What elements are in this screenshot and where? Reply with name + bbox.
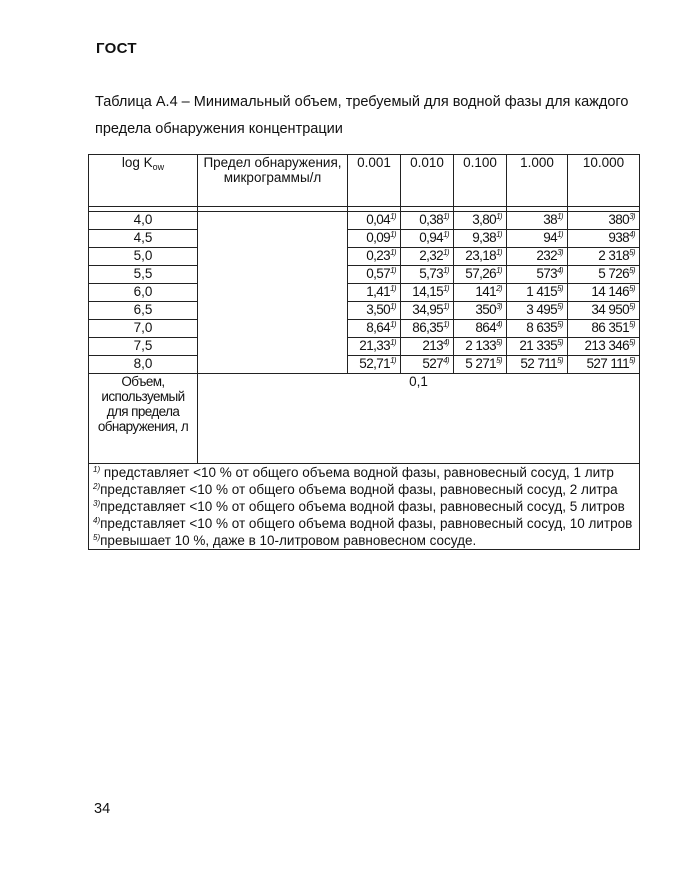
volume-cell [454,266,507,284]
cell-value: 232 [536,248,558,263]
logk-label: log K [121,155,153,170]
cell-value: 527 [422,356,444,371]
cell-value: 573 [536,266,558,281]
footnote-mark: 1) [443,266,449,275]
cell-value: 57,26 [465,266,497,281]
footnote-mark: 5) [629,320,635,329]
volume-cell [507,284,568,302]
cell-value: 938 [608,230,630,245]
footnote-mark: 5) [629,356,635,365]
logk-value: 6,5 [89,302,198,320]
footnote-text: представляет <10 % от общего объема водной фазы, равновесный сосуд, 2 литра [100,482,618,497]
conc-header-1: 0.001 [348,155,401,207]
cell-value: 0,23 [366,248,391,263]
volume-cell [454,320,507,338]
footnote-number: 1) [93,465,101,474]
volume-cell [454,338,507,356]
logk-column-header [89,155,198,207]
footnote-number: 3) [93,499,101,508]
cell-value: 86 351 [591,320,630,335]
volume-cell [568,230,640,248]
cell-value: 2 318 [598,248,630,263]
footnote-mark: 1) [443,248,449,257]
volume-cell [401,266,454,284]
footnote-mark: 3) [557,248,563,257]
cell-value: 94 [543,230,558,245]
footnote-mark: 1) [390,230,396,239]
table-row [89,338,640,356]
volume-cell [348,302,401,320]
footnote-mark: 1) [496,230,502,239]
cell-value: 14,15 [412,284,444,299]
volume-cell [401,338,454,356]
detection-limit-column-header: Предел обнаружения, микрограммы/л [198,155,348,207]
footnote-mark: 4) [443,356,449,365]
detection-limit-cell [198,212,348,374]
cell-value: 3 495 [526,302,558,317]
logk-value: 8,0 [89,356,198,374]
footnote-mark: 1) [390,302,396,311]
volume-cell [507,248,568,266]
footnote [93,481,635,498]
cell-value: 34,95 [412,302,444,317]
footnote-mark: 3) [629,212,635,221]
logk-value: 5,0 [89,248,198,266]
volume-cell [507,356,568,374]
volume-cell [568,302,640,320]
footnote-mark: 1) [390,284,396,293]
footnote-mark: 3) [496,302,502,311]
table-row [89,230,640,248]
volume-cell [348,338,401,356]
cell-value: 5 726 [598,266,630,281]
footnote-mark: 1) [443,320,449,329]
cell-value: 2,32 [419,248,444,263]
table-row [89,356,640,374]
logk-value: 7,5 [89,338,198,356]
cell-value: 1 415 [526,284,558,299]
footnote-mark: 4) [629,230,635,239]
footnote-mark: 5) [557,338,563,347]
footnote-mark: 4) [443,338,449,347]
logk-subscript: ow [152,162,165,172]
cell-value: 2 133 [465,338,497,353]
table-row [89,248,640,266]
volume-label: Объем, используемый для предела обнаружения, л [89,374,198,464]
footnote-mark: 5) [629,266,635,275]
volume-cell [454,230,507,248]
footnote-mark: 5) [557,284,563,293]
footnote-mark: 5) [557,356,563,365]
cell-value: 9,38 [472,230,497,245]
footnote-mark: 5) [629,338,635,347]
footnote-text: представляет <10 % от общего объема водной фазы, равновесный сосуд, 1 литр [100,465,614,480]
cell-value: 3,50 [366,302,391,317]
cell-value: 0,57 [366,266,391,281]
volume-cell [401,230,454,248]
cell-value: 213 [422,338,444,353]
volume-cell [507,338,568,356]
volume-cell [507,302,568,320]
footnote-mark: 1) [496,266,502,275]
footnote-mark: 5) [557,320,563,329]
cell-value: 23,18 [465,248,497,263]
volume-cell [454,284,507,302]
footnote-number: 5) [93,533,101,542]
cell-value: 14 146 [591,284,630,299]
table-row [89,212,640,230]
volume-cell [401,284,454,302]
cell-value: 52 711 [520,356,558,371]
footnote-text: представляет <10 % от общего объема водной фазы, равновесный сосуд, 10 литров [100,516,633,531]
volume-cell [568,266,640,284]
volume-cell [454,212,507,230]
cell-value: 350 [475,302,497,317]
footnotes-row [89,464,640,550]
cell-value: 86,35 [412,320,444,335]
volume-cell [348,284,401,302]
footnote-mark: 5) [496,356,502,365]
cell-value: 0,94 [419,230,444,245]
cell-value: 21 335 [519,338,558,353]
volume-cell [348,266,401,284]
cell-value: 5,73 [419,266,444,281]
footnote-mark: 1) [390,356,396,365]
footnote-mark: 2) [496,284,502,293]
volume-cell [507,320,568,338]
logk-value: 4,0 [89,212,198,230]
volume-cell [568,284,640,302]
volume-cell [568,248,640,266]
cell-value: 0,09 [366,230,391,245]
logk-value: 6,0 [89,284,198,302]
footnote-mark: 1) [390,212,396,221]
cell-value: 52,71 [359,356,391,371]
volume-cell [454,356,507,374]
footnote-mark: 5) [557,302,563,311]
footnote-mark: 1) [443,302,449,311]
volume-cell [454,302,507,320]
footnote-mark: 5) [629,284,635,293]
footnote-mark: 1) [443,230,449,239]
table-row [89,320,640,338]
cell-value: 0,38 [419,212,444,227]
footnote-text: представляет <10 % от общего объема водной фазы, равновесный сосуд, 5 литров [100,499,625,514]
conc-header-4: 1.000 [507,155,568,207]
footnote-mark: 5) [629,248,635,257]
volume-cell [568,338,640,356]
volume-cell [401,248,454,266]
cell-value: 864 [475,320,497,335]
volume-cell [348,356,401,374]
volume-row [89,374,640,464]
cell-value: 8,64 [366,320,391,335]
data-table [88,154,640,550]
footnote-mark: 1) [443,284,449,293]
volume-cell [507,212,568,230]
footnote-mark: 1) [557,212,563,221]
footnote-mark: 5) [496,338,502,347]
cell-value: 213 346 [584,338,630,353]
volume-cell [401,356,454,374]
cell-value: 527 111 [586,356,630,371]
volume-cell [568,356,640,374]
footnote-mark: 4) [496,320,502,329]
volume-cell [401,212,454,230]
table-row [89,284,640,302]
conc-header-5: 10.000 [568,155,640,207]
footnote-mark: 1) [496,212,502,221]
cell-value: 34 950 [591,302,630,317]
volume-cell [454,248,507,266]
volume-cell [507,266,568,284]
cell-value: 38 [543,212,558,227]
footnote [93,515,635,532]
cell-value: 380 [608,212,630,227]
header-row [89,155,640,207]
footnote-mark: 4) [557,266,563,275]
volume-cell [348,248,401,266]
volume-value: 0,1 [198,374,640,464]
cell-value: 1,41 [366,284,391,299]
volume-cell [568,212,640,230]
table-row [89,266,640,284]
footnotes-cell [89,464,640,550]
footnote-mark: 1) [390,266,396,275]
cell-value: 21,33 [359,338,391,353]
footnote-mark: 1) [496,248,502,257]
page-number: 34 [94,801,111,817]
footnote-mark: 1) [443,212,449,221]
footnote-number: 4) [93,516,101,525]
logk-value: 4,5 [89,230,198,248]
volume-cell [348,320,401,338]
logk-value: 7,0 [89,320,198,338]
cell-value: 3,80 [472,212,497,227]
footnote-mark: 1) [390,338,396,347]
footnote-mark: 1) [390,248,396,257]
volume-cell [348,212,401,230]
footnote-text: превышает 10 %, даже в 10-литровом равновесном сосуде. [100,533,477,548]
conc-header-3: 0.100 [454,155,507,207]
cell-value: 5 271 [465,356,497,371]
table-row [89,302,640,320]
document-header: ГОСТ [96,40,137,57]
volume-cell [401,320,454,338]
logk-value: 5,5 [89,266,198,284]
cell-value: 141 [475,284,497,299]
volume-cell [348,230,401,248]
conc-header-2: 0.010 [401,155,454,207]
footnote-mark: 5) [629,302,635,311]
footnote [93,464,635,481]
footnote-mark: 1) [557,230,563,239]
footnote [93,532,635,549]
footnote [93,498,635,515]
table-caption: Таблица А.4 – Минимальный объем, требуемый для водной фазы для каждого предела обнаружения концентрации [95,94,629,137]
volume-cell [401,302,454,320]
cell-value: 8 635 [526,320,558,335]
footnote-number: 2) [93,482,101,491]
cell-value: 0,04 [366,212,391,227]
volume-cell [568,320,640,338]
footnote-mark: 1) [390,320,396,329]
volume-cell [507,230,568,248]
